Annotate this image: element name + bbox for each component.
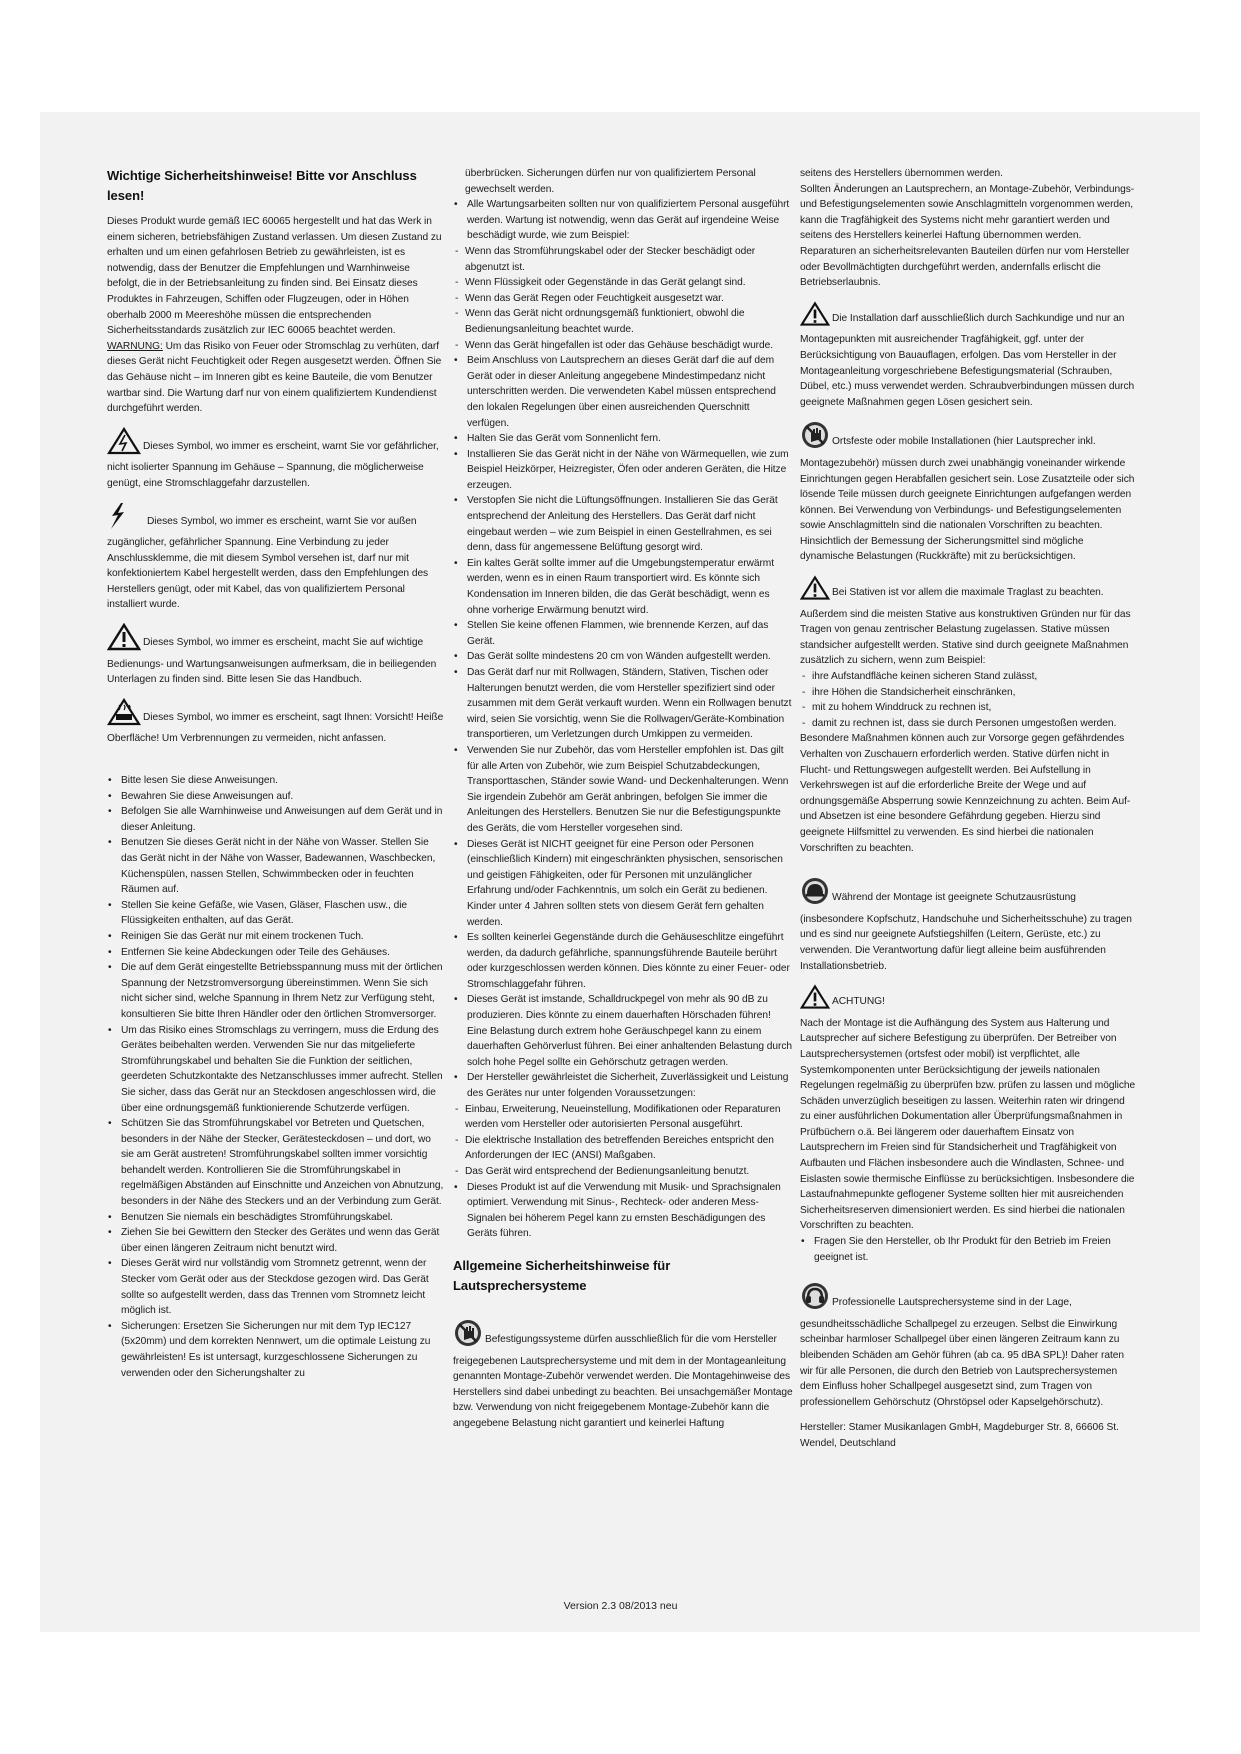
list-item: • Installieren Sie das Gerät nicht in der Nähe von Wärmequellen, wie zum Beispiel Heizkörper, Heizregister, Öfen oder anderen Geräten, die Hitze erzeugen. (453, 447, 793, 494)
dash-item: - mit zu hohem Winddruck zu rechnen ist, (800, 700, 1138, 716)
helmet-icon (800, 876, 830, 912)
exclamation-triangle-icon (800, 984, 830, 1016)
achtung-heading (800, 984, 1138, 1016)
list-item: • Die auf dem Gerät eingestellte Betriebsspannung muss mit der örtlichen Spannung der Netzstromversorgung übereinstimmen. Wenn Sie sich nicht sicher sind, welche Spannung in Ihrem Netz zur Verfügung steht, konsultieren Sie bitte Ihren Händler oder den örtlichen Stromversorger. (107, 960, 445, 1022)
list-item: • Benutzen Sie dieses Gerät nicht in der Nähe von Wasser. Stellen Sie das Gerät nicht in der Nähe von Wasser, Badewannen, Waschbecken, Küchenspülen, nassen Stellen, Schwimmbecken oder in feuchten Räumen auf. (107, 835, 445, 897)
symbol-hot-text: Dieses Symbol, wo immer es erscheint, sagt Ihnen: Vorsicht! Heiße Oberfläche! Um Verbrennungen zu vermeiden, nicht anfassen. (107, 711, 444, 745)
symbol-info-paragraph (107, 623, 445, 688)
list-item: • Reinigen Sie das Gerät nur mit einem trockenen Tuch. (107, 929, 445, 945)
protective-gear-paragraph (800, 876, 1138, 974)
list-item: • Es sollten keinerlei Gegenstände durch die Gehäuseschlitze eingeführt werden, da dadurch gefährliche, spannungsführende Bauteile berührt oder kurzgeschlossen werden können. Dies könnte zu einer Feuer- oder Stromschlaggefahr führen. (453, 930, 793, 992)
list-item: • Dieses Produkt ist auf die Verwendung mit Musik- und Sprachsignalen optimiert. Verwendung mit Sinus-, Rechteck- oder anderen Mess-Signalen bei höherem Pegel kann zu ernsten Beschädigungen des Geräts führen. (453, 1180, 793, 1242)
list-item: • Benutzen Sie niemals ein beschädigtes Stromführungskabel. (107, 1210, 445, 1226)
dash-item: - Das Gerät wird entsprechend der Bedienungsanleitung benutzt. (453, 1164, 793, 1180)
symbol-info-text: Dieses Symbol, wo immer es erscheint, macht Sie auf wichtige Bedienungs- und Wartungsanweisungen aufmerksam, die in beiliegenden Unterlagen zu finden sind. Bitte lesen Sie das Handbuch. (107, 637, 437, 686)
list-item: • Verstopfen Sie nicht die Lüftungsöffnungen. Installieren Sie das Gerät entsprechend der Anleitung des Herstellers. Das Gerät darf nicht eingebaut werden – wie zum Beispiel in einen Gestellrahmen, es sei denn, dass für angemessene Belüftung gesorgt wird. (453, 493, 793, 555)
mounting-text: Befestigungssysteme dürfen ausschließlich für die vom Hersteller freigegebenen Lautsprechersysteme und mit dem in der Montageanleitung genannten Montage-Zubehör verwendet werden. Die Montagehinweise des Herstellers sind dabei unbedingt zu beachten. Bei unsachgemäßer Montage bzw. Verwendung von nicht freigegebenem Montage-Zubehör kann die angegebene Belastung nicht garantiert und keinerlei Haftung (453, 1333, 793, 1429)
list-item: • Dieses Gerät ist imstande, Schalldruckpegel von mehr als 90 dB zu produzieren. Dies könnte zu einem dauerhaften Hörschaden führen! Eine Belastung durch extrem hohe Geräuschpegel kann zu einem dauerhaften Gehörverlust führen. Bei einer anhaltenden Belastung durch solch hohe Pegel sollte ein Gehörschutz getragen werden. (453, 992, 793, 1070)
list-item: • Dieses Gerät wird nur vollständig vom Stromnetz getrennt, wenn der Stecker vom Gerät oder aus der Steckdose gezogen wird. Das Gerät sollte so aufgestellt werden, dass das Trennen vom Stromnetz leicht möglich ist. (107, 1256, 445, 1318)
mounting-paragraph (453, 1318, 793, 1432)
list-item: • Halten Sie das Gerät vom Sonnenlicht fern. (453, 431, 793, 447)
manufacturer-info: Hersteller: Stamer Musikanlagen GmbH, Magdeburger Str. 8, 66606 St. Wendel, Deutschland (800, 1422, 1119, 1449)
symbol-voltage-paragraph (107, 427, 445, 492)
paragraph: Reparaturen an sicherheitsrelevanten Bauteilen dürfen nur vom Hersteller oder Bevollmächtigten durchgeführt werden, andernfalls erlischt die Betriebserlaubnis. (800, 245, 1130, 289)
dash-item: - Wenn das Gerät hingefallen ist oder das Gehäuse beschädigt wurde. (453, 338, 793, 354)
intro-paragraph: Dieses Produkt wurde gemäß IEC 60065 hergestellt und hat das Werk in einem sicheren, betriebsfähigen Zustand verlassen. Um diesen Zustand zu erhalten und um einen gefahrlosen Betrieb zu gewährleisten, ist es notwendig, dass der Benutzer die Empfehlungen und Warnhinweise befolgt, die in der Betriebsanleitung zu finden sind. Bei Einsatz dieses Produktes in Fahrzeugen, Schiffen oder Flugzeugen, oder in Höhen oberhalb 2000 m Meereshöhe müssen die entsprechenden Sicherheitsstandards zusätzlich zur IEC 60065 beachtet werden. (107, 216, 442, 337)
list-item: • Alle Wartungsarbeiten sollten nur von qualifiziertem Personal ausgeführt werden. Wartung ist notwendig, wenn das Gerät auf irgendeine Weise beschädigt wurde, wie zum Beispiel: (453, 197, 793, 244)
dash-item: - Wenn Flüssigkeit oder Gegenstände in das Gerät gelangt sind. (453, 275, 793, 291)
achtung-label: ACHTUNG! (832, 996, 885, 1008)
protective-gear-text: Während der Montage ist geeignete Schutzausrüstung (insbesondere Kopfschutz, Handschuhe und Sicherheitsschuhe) zu tragen und es sind nur geeignete Aufstiegshilfen (Leitern, Gerüste, etc.) zu verwenden. Die Verantwortung dafür liegt alleine beim ausführenden Installationsbetrieb. (800, 892, 1132, 972)
list-item: • Verwenden Sie nur Zubehör, das vom Hersteller empfohlen ist. Das gilt für alle Arten von Zubehör, wie zum Beispiel Schutzabdeckungen, Transporttaschen, Ständer sowie Wand- und Deckenhalterungen. Wenn Sie irgendein Zubehör am Gerät anbringen, befolgen Sie immer die Anleitungen des Herstellers. Benutzen Sie nur die Befestigungspunkte des Geräts, die vom Hersteller vorgesehen sind. (453, 743, 793, 837)
symbol-voltage-text: Dieses Symbol, wo immer es erscheint, warnt Sie vor gefährlicher, nicht isolierter Spannung im Gehäuse – Spannung, die möglicherweise genügt, eine Stromschlaggefahr darzustellen. (107, 440, 439, 489)
paragraph: Nach der Montage ist die Aufhängung des System aus Halterung und Lautsprecher auf sichere Befestigung zu überprüfen. Der Betreiber von Lautsprechersystemen (ortsfest oder mobil) ist verpflichtet, alle Systemkomponenten unter Berücksichtigung der jeweils nationalen Regelungen regelmäßig zu überprüfen bzw. prüfen zu lassen und mögliche Schäden unverzüglich beseitigen zu lassen. Weiterhin raten wir dringend zu einer ausführlichen Dokumentation aller Überprüfungsmaßnahmen in Prüfbüchern o.ä. Bei längerem oder dauerhaftem Einsatz von Lautsprechern im Freien sind für Standsicherheit und Tragfähigkeit von Aufbauten und Flächen insbesondere auch die Windlasten, Schnee- und Eislasten sowie thermische Einflüsse zu berücksichtigen. Insbesondere die Lastaufnahmepunkte geflogener Systeme sollten hier mit ausreichenden Sicherheitsreserven dimensioniert werden. Es sind hierbei die nationalen Vorschriften zu beachten. (800, 1017, 1136, 1232)
continuation-text: überbrücken. Sicherungen dürfen nur von qualifiziertem Personal gewechselt werden. (465, 168, 756, 195)
list-item: • Schützen Sie das Stromführungskabel vor Betreten und Quetschen, besonders in der Nähe der Stecker, Gerätesteckdosen – und dort, wo sie am Gerät austreten! Stromführungskabel sollten immer vorsichtig behandelt werden. Kontrollieren Sie die Stromführungskabel in regelmäßigen Abständen auf Einschnitte und Anzeichen von Abnutzung, besonders in der Nähe des Steckers und an der Verbindung zum Gerät. (107, 1116, 445, 1210)
list-item: • Befolgen Sie alle Warnhinweise und Anweisungen auf dem Gerät und in dieser Anleitung. (107, 804, 445, 835)
list-item: • Fragen Sie den Hersteller, ob Ihr Produkt für den Betrieb im Freien geeignet ist. (800, 1234, 1138, 1265)
lightning-triangle-icon (107, 427, 141, 461)
exclamation-triangle-icon (800, 575, 830, 607)
dash-item: - Wenn das Gerät nicht ordnungsgemäß funktioniert, obwohl die Bedienungsanleitung beachtet wurde. (453, 306, 793, 337)
dash-item: - Wenn das Stromführungskabel oder der Stecker beschädigt oder abgenutzt ist. (453, 244, 793, 275)
dash-item: - damit zu rechnen ist, dass sie durch Personen umgestoßen werden. (800, 716, 1138, 732)
no-hand-icon (453, 1318, 483, 1354)
fixed-install-text: Ortsfeste oder mobile Installationen (hier Lautsprecher inkl. Montagezubehör) müssen durch zwei unabhängig voneinander wirkende Einrichtungen gegen Herabfallen gesichert sein. Lose Zusatzteile oder sich lösende Teile müssen durch geeignete Einrichtungen aufgefangen werden können. Bei Verwendung von Verbindungs- und Befestigungselementen sowie Anschlagmitteln sind die nationalen Vorschriften zu beachten. Hinsichtlich der Bemessung der Sicherungsmittel sind mögliche dynamische Belastungen (Ruckkräfte) mit zu berücksichtigen. (800, 436, 1135, 563)
lightning-bolt-icon (107, 502, 127, 536)
list-item: • Dieses Gerät ist NICHT geeignet für eine Person oder Personen (einschließlich Kindern) mit eingeschränkten physischen, sensorischen und geistigen Fähigkeiten, oder für Personen mit unzulänglicher Erfahrung und/oder Fachkenntnis, um solch ein Gerät zu bedienen. Kinder unter 4 Jahren sollten stets von diesem Gerät fern gehalten werden. (453, 837, 793, 931)
warning-paragraph (107, 339, 445, 417)
column-2 (453, 166, 793, 1432)
hearing-text: Professionelle Lautsprechersysteme sind in der Lage, gesundheitsschädliche Schallpegel zu erzeugen. Selbst die Einwirkung scheinbar harmloser Schallpegel über einen längeren Zeitraum kann zu bleibenden Schäden am Gehör führen (ab ca. 95 dBA SPL)! Daher raten wir für alle Personen, die durch den Betrieb von Lautsprechersystemen dem Einfluss hoher Schallpegel ausgesetzt sind, zum Tragen von professionellem Gehörschutz (Ohrstöpsel oder Kapselgehörschutz). (800, 1297, 1124, 1408)
fixed-install-paragraph (800, 420, 1138, 565)
list-item: • Das Gerät darf nur mit Rollwagen, Ständern, Stativen, Tischen oder Halterungen benutzt werden, die vom Hersteller spezifiziert sind oder zusammen mit dem Gerät verkauft wurden. Wenn ein Rollwagen benutzt wird, seien Sie vorsichtig, wenn Sie die Rollwagen/Geräte-Kombination transportieren, um Verletzungen durch Umkippen zu vermeiden. (453, 665, 793, 743)
list-item: • Das Gerät sollte mindestens 20 cm von Wänden aufgestellt werden. (453, 649, 793, 665)
dash-item: - ihre Aufstandfläche keinen sicheren Stand zulässt, (800, 669, 1138, 685)
list-item: • Sicherungen: Ersetzen Sie Sicherungen nur mit dem Typ IEC127 (5x20mm) und dem korrekten Nennwert, um die optimale Leistung zu gewährleisten! Es ist untersagt, kurzgeschlossene Sicherungen zu verwenden oder den Sicherungshalter zu (107, 1319, 445, 1381)
hearing-paragraph (800, 1281, 1138, 1410)
paragraph: Sollten Änderungen an Lautsprechern, an Montage-Zubehör, Verbindungs- und Befestigungselementen sowie Anschlagmitteln vorgenommen werden, kann die Tragfähigkeit des Systems nicht mehr garantiert werden und seitens des Herstellers keinerlei Haftung übernommen werden. (800, 183, 1135, 242)
list-item: • Entfernen Sie keine Abdeckungen oder Teile des Gehäuses. (107, 945, 445, 961)
list-item: • Ziehen Sie bei Gewittern den Stecker des Gerätes und wenn das Gerät über einen längeren Zeitraum nicht benutzt wird. (107, 1225, 445, 1256)
list-item: • Bitte lesen Sie diese Anweisungen. (107, 773, 445, 789)
dash-item: - Die elektrische Installation des betreffenden Bereiches entspricht den Anforderungen der IEC (ANSI) Maßgaben. (453, 1133, 793, 1164)
list-item: • Der Hersteller gewährleistet die Sicherheit, Zuverlässigkeit und Leistung des Gerätes nur unter folgenden Voraussetzungen: (453, 1070, 793, 1101)
dash-item: - ihre Höhen die Standsicherheit einschränken, (800, 685, 1138, 701)
no-hand-icon (800, 420, 830, 456)
paragraph: Besondere Maßnahmen können auch zur Vorsorge gegen gefährdendes Verhalten von Zuschauern erforderlich werden. Stative dürfen nicht in Flucht- und Rettungswegen aufgestellt werden. Bei Aufstellung in Verkehrswegen ist auf die erforderliche Breite der Wege und auf ordnungsgemäße Absperrung sowie Kennzeichnung zu achten. Beim Auf- und Absetzen ist eine besondere Gefährdung gegeben. Hierzu sind geeignete Hilfsmittel zu verwenden. Es sind hierbei die nationalen Vorschriften zu beachten. (800, 733, 1131, 854)
installation-paragraph (800, 301, 1138, 411)
ear-protection-icon (800, 1281, 830, 1317)
symbol-terminal-paragraph (107, 502, 445, 614)
list-item: • Stellen Sie keine Gefäße, wie Vasen, Gläser, Flaschen usw., die Flüssigkeiten enthalten, auf das Gerät. (107, 898, 445, 929)
list-item: • Ein kaltes Gerät sollte immer auf die Umgebungstemperatur erwärmt werden, wenn es in einen Raum transportiert wird. Es könnte sich Kondensation im Inneren bilden, die das Gerät beschädigt, wenn es ohne vorherige Erwärmung benutzt wird. (453, 556, 793, 618)
list-item: • Beim Anschluss von Lautsprechern an dieses Gerät darf die auf dem Gerät oder in dieser Anleitung angegebene Mindestimpedanz nicht unterschritten werden. Die verwendeten Kabel müssen entsprechend den lokalen Regelungen über einen ausreichenden Querschnitt verfügen. (453, 353, 793, 431)
dash-item: - Wenn das Gerät Regen oder Feuchtigkeit ausgesetzt war. (453, 291, 793, 307)
hot-surface-icon (107, 698, 141, 732)
symbol-terminal-text: Dieses Symbol, wo immer es erscheint, warnt Sie vor außen zugänglicher, gefährlicher Spannung. Eine Verbindung zu jeder Anschlussklemme, die mit diesem Symbol versehen ist, darf nur mit konfektioniertem Kabel hergestellt werden, dass den Empfehlungen des Herstellers genügt, oder mit Kabel, das von qualifiziertem Personal installiert wurde. (107, 515, 429, 611)
stands-text: Bei Stativen ist vor allem die maximale Traglast zu beachten. Außerdem sind die meisten Stative aus konstruktiven Gründen nur für das Tragen von genau zentrischer Belastung zugelassen. Stative müssen standsicher aufgestellt werden. Stative sind durch geeignete Maßnahmen zusätzlich zu sichern, wenn zum Beispiel: (800, 587, 1131, 667)
list-item: • Bewahren Sie diese Anweisungen auf. (107, 789, 445, 805)
warning-label: WARNUNG: (107, 340, 163, 352)
symbol-hot-paragraph (107, 698, 445, 747)
paragraph: seitens des Herstellers übernommen werden. (800, 168, 1003, 179)
main-heading: Wichtige Sicherheitshinweise! Bitte vor Anschluss lesen! (107, 168, 417, 203)
exclamation-triangle-icon (107, 623, 141, 657)
list-item: • Um das Risiko eines Stromschlags zu verringern, muss die Erdung des Gerätes beibehalten werden. Verwenden Sie nur das mitgelieferte Stromführungskabel und behalten Sie die Funktion der seitlichen, geerdeten Schutzkontakte des Netzanschlusses immer aufrecht. Stellen Sie sicher, dass das Gerät nur an Steckdosen angeschlossen wird, die über eine ordnungsgemäß funktionierende Schutzerde verfügen. (107, 1023, 445, 1117)
warning-text: Um das Risiko von Feuer oder Stromschlag zu verhüten, darf dieses Gerät nicht Feuchtigkeit oder Regen ausgesetzt werden. Öffnen Sie das Gehäuse nicht – im Inneren gibt es keine Bauteile, die vom Benutzer wartbar sind. Die Wartung darf nur von einem qualifiziertem Kundendienst durchgeführt werden. (107, 340, 442, 415)
list-item: • Stellen Sie keine offenen Flammen, wie brennende Kerzen, auf das Gerät. (453, 618, 793, 649)
version-footer: Version 2.3 08/2013 neu (563, 1600, 678, 1612)
exclamation-triangle-icon (800, 301, 830, 333)
installation-text: Die Installation darf ausschließlich durch Sachkundige und nur an Montagepunkten mit ausreichender Tragfähigkeit, ggf. unter der Berücksichtigung von Bauauflagen, erfolgen. Das vom Hersteller in der Montageanleitung vorgeschriebene Befestigungsmaterial (Schrauben, Dübel, etc.) muss verwendet werden. Schraubverbindungen müssen durch geeignete Maßnahmen gegen Lösen gesichert sein. (800, 312, 1135, 408)
stands-paragraph (800, 575, 1138, 669)
column-3 (800, 166, 1138, 1452)
dash-item: - Einbau, Erweiterung, Neueinstellung, Modifikationen oder Reparaturen werden vom Hersteller oder autorisierten Personal ausgeführt. (453, 1102, 793, 1133)
column-1 (107, 166, 445, 1381)
speaker-safety-heading: Allgemeine Sicherheitshinweise für Lautsprechersysteme (453, 1257, 671, 1293)
